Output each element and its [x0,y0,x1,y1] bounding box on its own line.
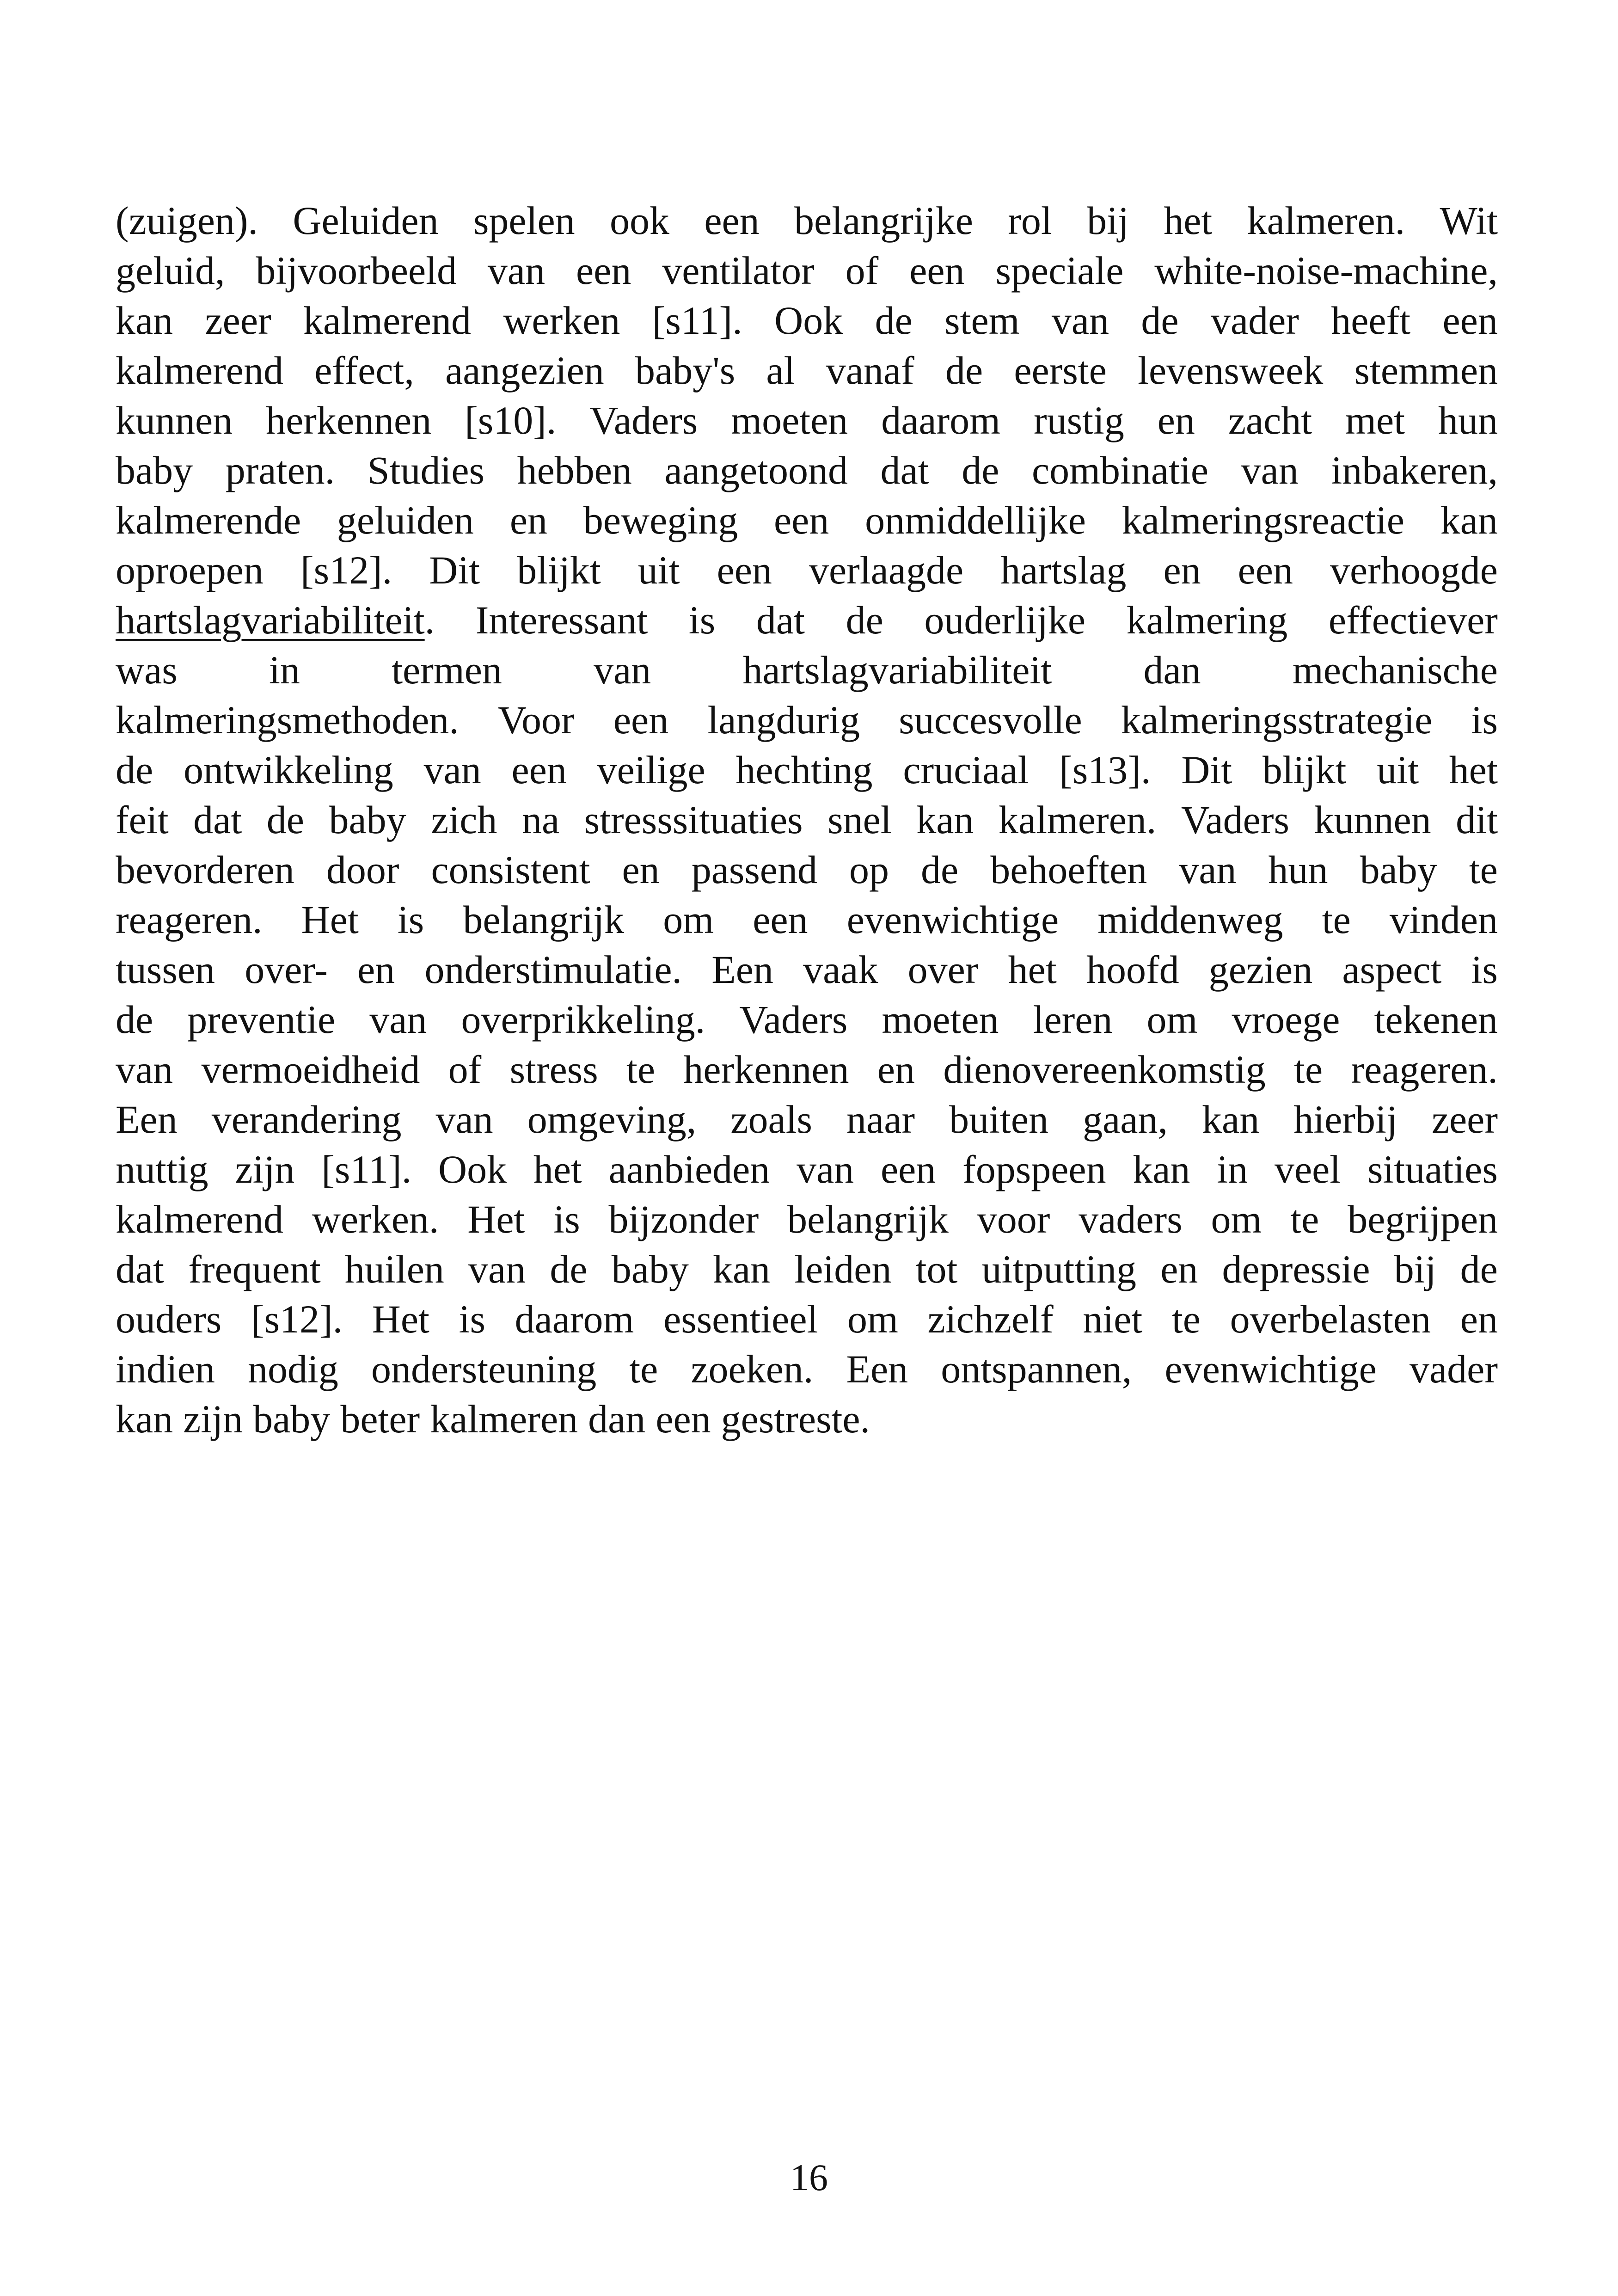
word: verlaagde [809,548,964,592]
word: tekenen [1374,997,1498,1042]
word: en [357,947,395,992]
word: baby [611,1247,689,1291]
word: Ook [774,298,843,343]
word: en [1460,1297,1498,1341]
word: overbelasten [1230,1297,1431,1341]
word: Ook [438,1147,507,1191]
word: belangrijk [463,897,625,942]
word: om [663,897,714,942]
word: dienovereenkomstig [943,1047,1266,1092]
word: kan [116,298,173,343]
word: de [875,298,913,343]
word: Studies [367,448,484,492]
text-line [116,695,1498,745]
word: reageren. [1351,1047,1498,1092]
word: zeer [205,298,271,343]
word: white-noise-machine, [1154,248,1498,293]
word: om [1146,997,1198,1042]
word: beter [340,1397,420,1441]
word: van [468,1247,526,1291]
word: ontspannen, [941,1347,1132,1391]
word: kan [916,798,974,842]
word: naar [846,1097,915,1142]
word: kalmeren [430,1397,578,1441]
word: kunnen [116,398,233,442]
word: dat [880,448,929,492]
word: onderstimulatie. [424,947,682,992]
word: de [116,748,153,792]
word: huilen [344,1247,444,1291]
word: te [1469,847,1498,892]
word: behoeften [990,847,1147,892]
word: een [1442,298,1498,343]
word: aangezien [445,348,604,393]
word: in [1217,1147,1248,1191]
word: kalmeringsmethoden. [116,698,459,742]
word: hebben [517,448,632,492]
word: een [881,1147,936,1191]
word: te [1322,897,1351,942]
word: de [846,598,883,642]
word: en [622,847,660,892]
text-line [116,1194,1498,1244]
word: herkennen [683,1047,849,1092]
word: het [1164,198,1213,243]
text-line [116,1344,1498,1394]
word: consistent [431,847,590,892]
text-line [116,1244,1498,1294]
word: uitputting [981,1247,1137,1291]
word: kan [116,1397,173,1441]
word: onmiddellijke [865,498,1086,542]
word: een [1238,548,1293,592]
word: feit [116,798,169,842]
word: combinatie [1031,448,1209,492]
word: moeten [731,398,848,442]
word: een [717,548,772,592]
word: voor [977,1197,1050,1241]
word: van [487,248,545,293]
word: buiten [949,1097,1049,1142]
word: de [1141,298,1179,343]
word: na [521,798,560,842]
word: is [688,598,716,642]
word: gezien [1208,947,1313,992]
word: belangrijk [787,1197,949,1241]
word: het [533,1147,582,1191]
word: inbakeren, [1331,448,1498,492]
word: kalmerende [116,498,301,542]
word: aspect [1342,947,1442,992]
word: met [1345,398,1405,442]
word: de [945,348,983,393]
word: en [877,1047,915,1092]
word: uit [637,548,680,592]
word: omgeving, [527,1097,697,1142]
word: Geluiden [293,198,439,243]
word: Voor [497,698,575,742]
word: baby [116,448,193,492]
word: zeer [1431,1097,1498,1142]
word: over- [245,947,328,992]
word: Een [711,947,773,992]
word: rustig [1033,398,1124,442]
word: fopspeen [962,1147,1106,1191]
word: vinden [1389,897,1498,942]
word: al [766,348,795,393]
word: situaties [1367,1147,1498,1191]
word: dan [588,1397,646,1441]
word: [s10]. [465,398,557,442]
word: is [1471,947,1498,992]
word: en [509,498,548,542]
word: over [907,947,979,992]
word: om [1211,1197,1262,1241]
word: kalmeringsstrategie [1121,698,1433,742]
word: snel [827,798,892,842]
word: door [326,847,399,892]
word: (zuigen). [116,198,258,243]
word: Dit [1181,748,1232,792]
word: van [1051,298,1109,343]
word: ondersteuning [371,1347,597,1391]
word: kan [1133,1147,1190,1191]
word: kan [1202,1097,1260,1142]
text-line [116,295,1498,345]
text-line [116,345,1498,395]
word: vermoeidheid [201,1047,420,1092]
word: een [511,748,567,792]
word: evenwichtige [1164,1347,1377,1391]
text-line [116,995,1498,1044]
word: [s13]. [1059,748,1151,792]
word: spelen [473,198,575,243]
word: heeft [1331,298,1411,343]
word: termen [392,648,502,692]
word: en [1163,548,1201,592]
word: zijn [235,1147,295,1191]
word: de [962,448,999,492]
word: hartslagvariabiliteit. [116,598,435,642]
word: is [553,1197,580,1241]
word: [s12]. [300,548,392,592]
word: belangrijke [794,198,973,243]
word: van [594,648,651,692]
word: of [448,1047,482,1092]
word: Dit [429,548,480,592]
word: leiden [794,1247,892,1291]
word: dat [193,798,242,842]
text-line [116,1144,1498,1194]
word: baby [329,798,406,842]
word: stresssituaties [584,798,803,842]
word: werken. [312,1197,439,1241]
word: levensweek [1138,348,1324,393]
text-line [116,895,1498,945]
word: te [1294,1047,1323,1092]
text-line [116,196,1498,246]
text-line [116,395,1498,445]
word: leren [1033,997,1113,1042]
text-line [116,595,1498,645]
word: Wit [1440,198,1498,243]
word: dit [1456,798,1498,842]
word: beweging [583,498,738,542]
word: kan [1440,498,1498,542]
word: effectiever [1328,598,1498,642]
word: vaders [1079,1197,1183,1241]
word: indien [116,1347,215,1391]
text-line [116,945,1498,995]
word: werken [503,298,620,343]
word: moeten [882,997,999,1042]
word: vanaf [826,348,914,393]
word: van [435,1097,493,1142]
word: een [774,498,829,542]
word: nodig [248,1347,338,1391]
word: van [797,1147,854,1191]
word: veel [1274,1147,1341,1191]
word: niet [1083,1297,1143,1341]
word: bijzonder [608,1197,759,1241]
word: blijkt [517,548,601,592]
word: hartslagvariabiliteit [742,648,1052,692]
word: om [847,1297,898,1341]
word: baby [1360,847,1437,892]
word: herkennen [266,398,432,442]
word: vader [1210,298,1299,343]
word: zijn [183,1397,243,1441]
word: de [116,997,153,1042]
word: op [849,847,889,892]
word: vroege [1232,997,1340,1042]
word: kalmeringsreactie [1122,498,1404,542]
page-number: 16 [790,2156,828,2198]
word: tussen [116,947,215,992]
word: rol [1008,198,1052,243]
word: en [1160,1247,1198,1291]
word: in [269,648,300,692]
word: ontwikkeling [183,748,393,792]
word: aanbieden [608,1147,770,1191]
text-line [116,545,1498,595]
word: blijkt [1262,748,1347,792]
word: stem [944,298,1020,343]
word: hierbij [1293,1097,1397,1142]
text-line [116,1094,1498,1144]
text-line [116,1294,1498,1344]
word: stemmen [1354,348,1498,393]
word: ventilator [662,248,815,293]
word: het [1008,947,1057,992]
word: stress [509,1047,598,1092]
word: mechanische [1292,648,1498,692]
word: kalmerend [116,1197,283,1241]
word: baby's [635,348,735,393]
word: ook [610,198,669,243]
word: verandering [211,1097,402,1142]
word: kan [713,1247,771,1291]
word: dan [1143,648,1201,692]
word: een [909,248,965,293]
word: of [845,248,879,293]
word: zacht [1228,398,1312,442]
word: van [116,1047,173,1092]
word: nuttig [116,1147,208,1191]
text-line [116,745,1498,795]
text-line [116,1044,1498,1094]
word: vader [1409,1347,1498,1391]
word: tot [915,1247,958,1291]
word: dat [116,1247,165,1291]
word: de [266,798,304,842]
word: was [116,648,178,692]
word: hun [1268,847,1328,892]
word: een [753,897,808,942]
word: effect, [314,348,414,393]
word: kalmerend [303,298,471,343]
word: aangetoond [664,448,848,492]
word: depressie [1222,1247,1370,1291]
word: langdurig [707,698,860,742]
word: Het [372,1297,429,1341]
word: te [1290,1197,1319,1241]
text-line [116,645,1498,695]
body-paragraph [116,196,1498,1444]
word: Een [116,1097,178,1142]
word: een [613,698,669,742]
word: een [704,198,760,243]
word: Het [467,1197,525,1241]
word: bevorderen [116,847,294,892]
word: praten. [225,448,335,492]
word: ouders [116,1297,222,1341]
word: gestreste. [721,1397,870,1441]
word: geluiden [337,498,474,542]
word: kalmeren. [998,798,1157,842]
word: vaak [803,947,878,992]
word: de [550,1247,588,1291]
word: essentieel [663,1297,818,1341]
word: middenweg [1097,897,1283,942]
word: bij [1394,1247,1436,1291]
word: het [1449,748,1498,792]
word: kunnen [1314,798,1431,842]
word: te [626,1047,656,1092]
word: hun [1438,398,1498,442]
word: geluid, [116,248,225,293]
text-line [116,845,1498,895]
word: [s12]. [251,1297,343,1341]
word: oproepen [116,548,264,592]
word: begrijpen [1348,1197,1498,1241]
word: uit [1377,748,1419,792]
word: zoals [730,1097,812,1142]
word: zoeken. [691,1347,814,1391]
word: de [921,847,959,892]
word: cruciaal [903,748,1029,792]
word: Vaders [739,997,848,1042]
word: hoofd [1086,947,1179,992]
word: ouderlijke [924,598,1086,642]
word: van [369,997,427,1042]
word: hechting [735,748,873,792]
word: reageren. [116,897,263,942]
word: speciale [995,248,1124,293]
word: te [629,1347,658,1391]
word: preventie [187,997,336,1042]
word: is [459,1297,485,1341]
word: Interessant [475,598,648,642]
word: passend [691,847,817,892]
word: succesvolle [899,698,1082,742]
word: bij [1087,198,1129,243]
word: en [1157,398,1195,442]
word: eerste [1014,348,1107,393]
text-line [116,795,1498,845]
word: is [1471,698,1498,742]
word: gaan, [1083,1097,1168,1142]
word: te [1171,1297,1201,1341]
word: verhoogde [1330,548,1498,592]
word: van [423,748,481,792]
word: kalmering [1126,598,1288,642]
word: Het [301,897,359,942]
text-line [116,1394,1498,1444]
word: frequent [188,1247,321,1291]
word: daarom [515,1297,634,1341]
word: Een [846,1347,908,1391]
word: [s11]. [652,298,742,343]
word: een [576,248,631,293]
word: overprikkeling. [461,997,705,1042]
word: een [656,1397,711,1441]
word: baby [253,1397,331,1441]
underlined-term: hartslagvariabiliteit [116,598,425,642]
text-line [116,246,1498,295]
word: hartslag [1000,548,1127,592]
word: veilige [597,748,705,792]
text-line [116,445,1498,495]
text-line [116,495,1498,545]
word: Vaders [1181,798,1289,842]
word: [s11]. [321,1147,412,1191]
word: kalmeren. [1247,198,1405,243]
word: bijvoorbeeld [256,248,457,293]
word: van [1179,847,1237,892]
word: zich [431,798,497,842]
word: zichzelf [927,1297,1054,1341]
word: van [1241,448,1299,492]
word: Vaders [589,398,698,442]
word: de [1460,1247,1498,1291]
word: kalmerend [116,348,283,393]
word: dat [756,598,805,642]
word: evenwichtige [846,897,1059,942]
word: is [397,897,424,942]
word: daarom [881,398,1001,442]
